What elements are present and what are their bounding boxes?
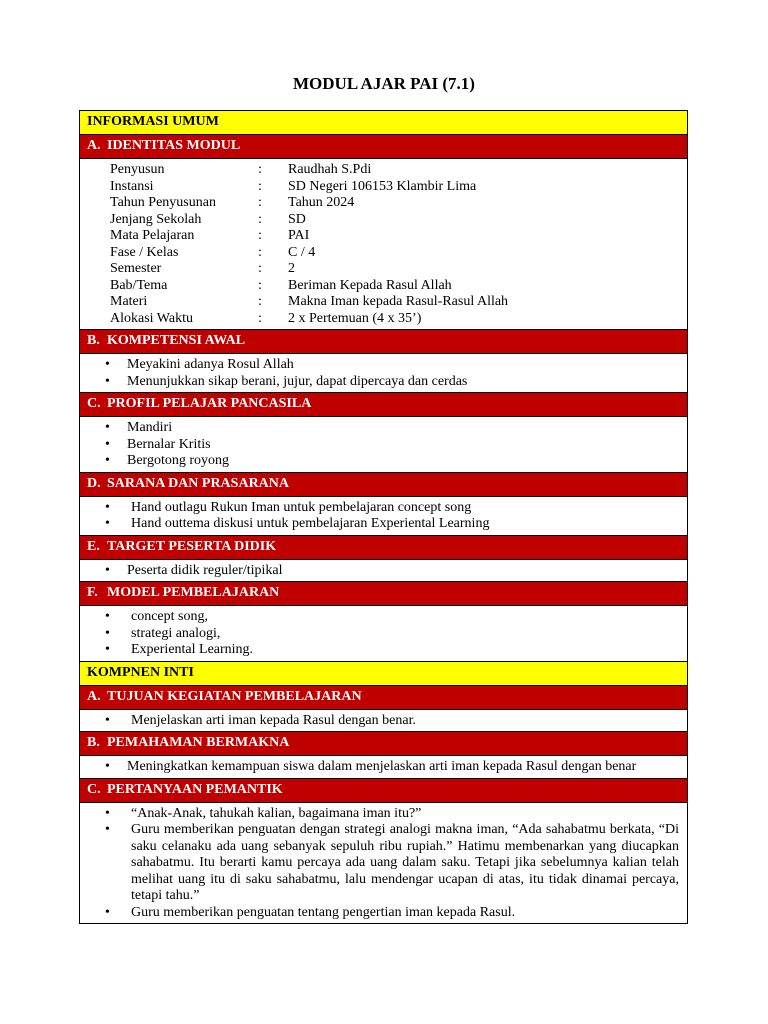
list-item xyxy=(80,516,687,533)
section-letter: C. xyxy=(87,781,101,797)
list-item xyxy=(80,374,687,391)
identitas-value: Tahun 2024 xyxy=(288,195,355,210)
identitas-colon: : xyxy=(258,244,262,260)
identitas-value: C / 4 xyxy=(288,244,316,260)
identitas-row-semester xyxy=(80,261,687,278)
list-item xyxy=(80,357,687,374)
list-item xyxy=(80,642,687,659)
section-heading: MODEL PEMBELAJARAN xyxy=(107,585,280,600)
section-heading: IDENTITAS MODUL xyxy=(107,138,241,153)
list-item xyxy=(80,500,687,517)
identitas-label: Materi xyxy=(110,294,148,309)
list-item xyxy=(80,713,687,730)
bullet-icon: • xyxy=(105,562,110,578)
list-item-text: strategi analogi, xyxy=(131,625,221,641)
list-item xyxy=(80,420,687,437)
page-title: MODUL AJAR PAI (7.1) xyxy=(293,74,475,93)
bullet-icon: • xyxy=(105,499,110,515)
section-identitas-modul xyxy=(80,135,687,159)
identitas-value: Makna Iman kepada Rasul-Rasul Allah xyxy=(288,294,509,309)
identitas-row-jenjang xyxy=(80,212,687,229)
identitas-label: Alokasi Waktu xyxy=(110,310,193,326)
bullet-icon: • xyxy=(105,516,110,531)
identitas-label: Bab/Tema xyxy=(110,277,168,293)
section-komponen-inti: KOMPNEN INTI xyxy=(80,662,687,686)
identitas-row-instansi xyxy=(80,179,687,196)
identitas-value: SD Negeri 106153 Klambir Lima xyxy=(288,178,477,194)
identitas-row-tahun xyxy=(80,195,687,212)
identitas-label: Mata Pelajaran xyxy=(110,228,195,243)
section-letter: B. xyxy=(87,735,100,750)
identitas-value: Beriman Kepada Rasul Allah xyxy=(288,277,452,293)
section-kompetensi-awal xyxy=(80,330,687,354)
list-item-text: Meyakini adanya Rosul Allah xyxy=(127,357,294,372)
pertanyaan-content xyxy=(80,803,687,924)
identitas-row-mapel xyxy=(80,228,687,245)
identitas-value: PAI xyxy=(288,228,310,243)
list-item-text: “Anak-Anak, tahukah kalian, bagaimana iman itu?” xyxy=(131,805,422,821)
section-informasi-umum: INFORMASI UMUM xyxy=(80,111,687,135)
bullet-icon: • xyxy=(105,805,110,821)
identitas-row-bab xyxy=(80,278,687,295)
list-item-text: concept song, xyxy=(131,609,208,624)
section-letter: C. xyxy=(87,396,101,411)
bullet-icon: • xyxy=(105,759,110,774)
kompetensi-content xyxy=(80,354,687,393)
bullet-icon: • xyxy=(105,625,110,641)
identitas-label: Jenjang Sekolah xyxy=(110,211,202,227)
bullet-icon: • xyxy=(105,357,110,372)
section-heading: PEMAHAMAN BERMAKNA xyxy=(107,735,290,750)
identitas-value: SD xyxy=(288,211,306,227)
list-item-text: Bernalar Kritis xyxy=(127,436,211,452)
section-heading: PROFIL PELAJAR PANCASILA xyxy=(107,396,312,411)
section-letter: D. xyxy=(87,475,101,491)
identitas-colon: : xyxy=(258,310,262,326)
identitas-row-alokasi xyxy=(80,311,687,328)
list-item-text: Mandiri xyxy=(127,420,173,435)
model-content xyxy=(80,606,687,662)
list-item xyxy=(80,759,687,776)
section-letter: A. xyxy=(87,688,101,704)
identitas-label: Semester xyxy=(110,261,162,276)
bullet-icon: • xyxy=(105,420,110,435)
identitas-colon: : xyxy=(258,178,262,194)
identitas-value: Raudhah S.Pdi xyxy=(288,162,372,177)
identitas-colon: : xyxy=(258,211,262,227)
section-sarana-prasarana xyxy=(80,473,687,497)
section-target-peserta xyxy=(80,536,687,560)
section-letter: A. xyxy=(87,138,101,153)
identitas-value: 2 x Pertemuan (4 x 35’) xyxy=(288,310,422,326)
target-content xyxy=(80,560,687,583)
identitas-colon: : xyxy=(258,294,262,309)
identitas-colon: : xyxy=(258,228,262,243)
bullet-icon: • xyxy=(105,373,110,389)
tujuan-content xyxy=(80,710,687,733)
identitas-label: Fase / Kelas xyxy=(110,244,179,260)
section-letter: F. xyxy=(87,585,98,600)
list-item xyxy=(80,905,687,922)
identitas-label: Instansi xyxy=(110,178,154,194)
list-item xyxy=(80,609,687,626)
bullet-icon: • xyxy=(105,642,110,657)
section-letter: B. xyxy=(87,333,100,348)
section-heading: SARANA DAN PRASARANA xyxy=(107,475,290,491)
identitas-row-fase xyxy=(80,245,687,262)
identitas-label: Penyusun xyxy=(110,162,165,177)
section-heading: TARGET PESERTA DIDIK xyxy=(107,538,277,554)
bullet-icon: • xyxy=(105,436,110,452)
identitas-row-materi xyxy=(80,294,687,311)
identitas-colon: : xyxy=(258,277,262,293)
identitas-content xyxy=(80,159,687,330)
list-item xyxy=(80,453,687,470)
module-table xyxy=(79,110,688,924)
list-item-text: Hand outtema diskusi untuk pembelajaran Experiental Learning xyxy=(131,516,490,531)
identitas-colon: : xyxy=(258,162,262,177)
section-heading: TUJUAN KEGIATAN PEMBELAJARAN xyxy=(107,688,362,704)
bullet-icon: • xyxy=(105,453,110,468)
identitas-colon: : xyxy=(258,261,262,276)
list-item-text: Menunjukkan sikap berani, jujur, dapat dipercaya dan cerdas xyxy=(127,373,468,389)
list-item-text: Guru memberikan penguatan dengan strategi analogi makna iman, “Ada sahabatmu berkata, “Di saku celanaku ada uang sebanyak sepuluh ribu rupiah.” Hatimu membenarkan yang diucapkan sahabatmu. Itu berarti kamu percaya ada uang dalam saku. Tetapi jika sebelumnya kalian telah melihat uang itu di saku sahabatmu, lalu mendengar ucapan di atas, itu tidak dinamai percaya, tetapi tahu.” xyxy=(131,822,679,903)
list-item xyxy=(80,563,687,580)
section-model-pembelajaran xyxy=(80,582,687,606)
list-item xyxy=(80,806,687,823)
list-item-text: Menjelaskan arti iman kepada Rasul dengan benar. xyxy=(131,712,416,728)
identitas-colon: : xyxy=(258,195,262,210)
section-pemahaman-bermakna xyxy=(80,732,687,756)
list-item-text: Meningkatkan kemampuan siswa dalam menjelaskan arti iman kepada Rasul dengan benar xyxy=(127,759,637,774)
section-heading: PERTANYAAN PEMANTIK xyxy=(107,781,283,797)
list-item-text: Hand outlagu Rukun Iman untuk pembelajaran concept song xyxy=(131,499,472,515)
list-item xyxy=(80,822,687,905)
list-item-text: Guru memberikan penguatan tentang pengertian iman kepada Rasul. xyxy=(131,904,516,920)
section-profil-pelajar xyxy=(80,393,687,417)
section-heading: KOMPETENSI AWAL xyxy=(107,333,246,348)
bullet-icon: • xyxy=(105,904,110,920)
bullet-icon: • xyxy=(105,822,110,837)
list-item-text: Bergotong royong xyxy=(127,453,230,468)
list-item xyxy=(80,437,687,454)
section-pertanyaan-pemantik xyxy=(80,779,687,803)
identitas-label: Tahun Penyusunan xyxy=(110,195,216,210)
identitas-value: 2 xyxy=(288,261,295,276)
sarana-content xyxy=(80,497,687,536)
identitas-row-penyusun xyxy=(80,162,687,179)
bullet-icon: • xyxy=(105,609,110,624)
list-item-text: Peserta didik reguler/tipikal xyxy=(127,562,283,578)
section-letter: E. xyxy=(87,538,100,554)
list-item xyxy=(80,626,687,643)
list-item-text: Experiental Learning. xyxy=(131,642,254,657)
section-tujuan-kegiatan xyxy=(80,686,687,710)
profil-content xyxy=(80,417,687,473)
bullet-icon: • xyxy=(105,712,110,728)
pemahaman-content xyxy=(80,756,687,779)
